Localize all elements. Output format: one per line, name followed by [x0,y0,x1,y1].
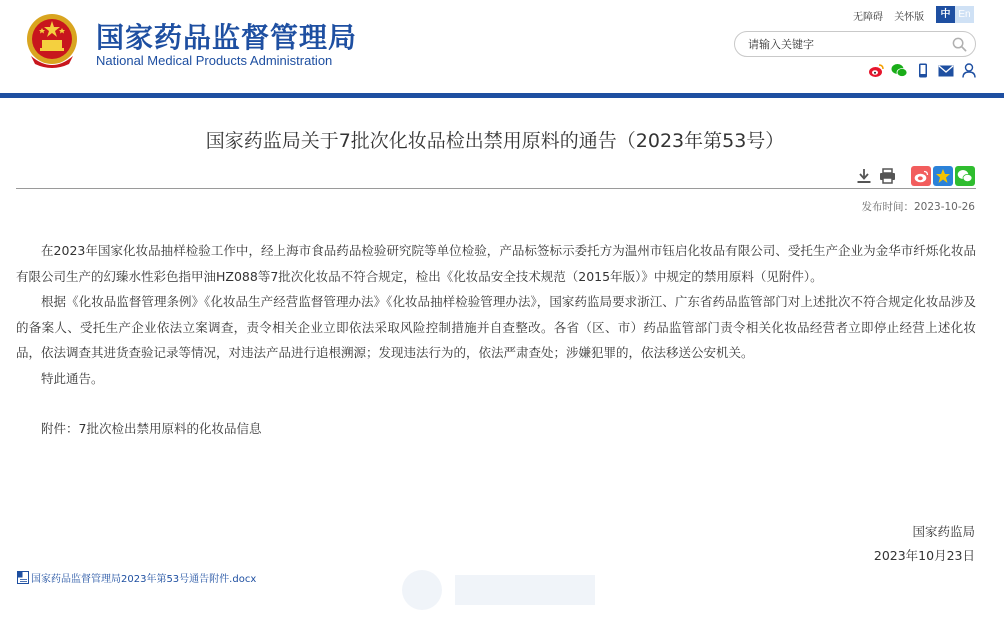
national-emblem-icon[interactable] [25,12,79,70]
search-box [734,31,976,57]
publish-label: 发布时间： [861,201,914,213]
lang-zh-button[interactable]: 中 [936,6,955,23]
publish-date: 2023-10-26 [913,201,975,213]
site-watermark [400,565,600,615]
signature-org: 国家药监局 [912,524,975,539]
accessibility-link[interactable]: 无障碍 [853,12,883,23]
attachment-download-link[interactable] [17,570,256,585]
share-wechat-icon[interactable] [955,166,975,186]
download-icon[interactable] [854,166,874,186]
title-divider [16,188,976,189]
share-weibo-icon[interactable] [911,166,931,186]
top-links [853,8,932,23]
site-title-cn[interactable]: 国家药品监督管理局 [96,21,358,54]
article-body [16,238,976,442]
user-icon[interactable] [960,62,977,79]
header-divider [0,93,1004,98]
print-icon[interactable] [877,166,897,186]
article-title: 国家药监局关于7批次化妆品检出禁用原料的通告（2023年第53号） [205,130,785,152]
article-tools [854,166,975,186]
publish-time [857,199,975,214]
search-input[interactable] [748,36,948,53]
elderly-mode-link[interactable]: 关怀版 [894,12,925,23]
search-icon[interactable] [952,37,967,52]
paragraph-1: 在2023年国家化妆品抽样检验工作中，经上海市食品药品检验研究院等单位检验，产品标签标示委托方为温州市钰启化妆品有限公司、受托生产企业为金华市纤烁化妆品有限公司生产的幻臻水性彩色指甲油HZ088等7批次化妆品不符合规定，检出《化妆品安全技术规范（2015年版）》中规定的禁用原料（见附件）。 [16,243,976,284]
attachment-note: 附件：7批次检出禁用原料的化妆品信息 [41,421,262,436]
wechat-icon[interactable] [891,62,908,79]
social-links [868,62,977,79]
paragraph-3: 特此通告。 [41,370,104,386]
signature-date: 2023年10月23日 [873,548,975,563]
share-qzone-icon[interactable] [933,166,953,186]
site-title-en[interactable]: National Medical Products Administration [96,53,333,68]
attachment-filename[interactable]: 国家药品监督管理局2023年第53号通告附件.docx [31,574,257,585]
site-header [0,0,1004,94]
weibo-icon[interactable] [868,62,885,79]
mobile-icon[interactable] [914,62,931,79]
mail-icon[interactable] [937,62,954,79]
word-document-icon [17,571,29,584]
lang-en-button[interactable]: En [955,6,974,23]
paragraph-2: 根据《化妆品监督管理条例》《化妆品生产经营监督管理办法》《化妆品抽样检验管理办法》，国家药监局要求浙江、广东省药品监管部门对上述批次不符合规定化妆品涉及的备案人、受托生产企业依法立案调查，责令相关企业立即依法采取风险控制措施并自查整改。各省（区、市）药品监管部门责令相关化妆品经营者立即停止经营上述化妆品，依法调查其进货查验记录等情况，对违法产品进行追根溯源；发现违法行为的，依法严肃查处；涉嫌犯罪的，依法移送公安机关。 [16,294,976,360]
language-switch [936,6,974,23]
